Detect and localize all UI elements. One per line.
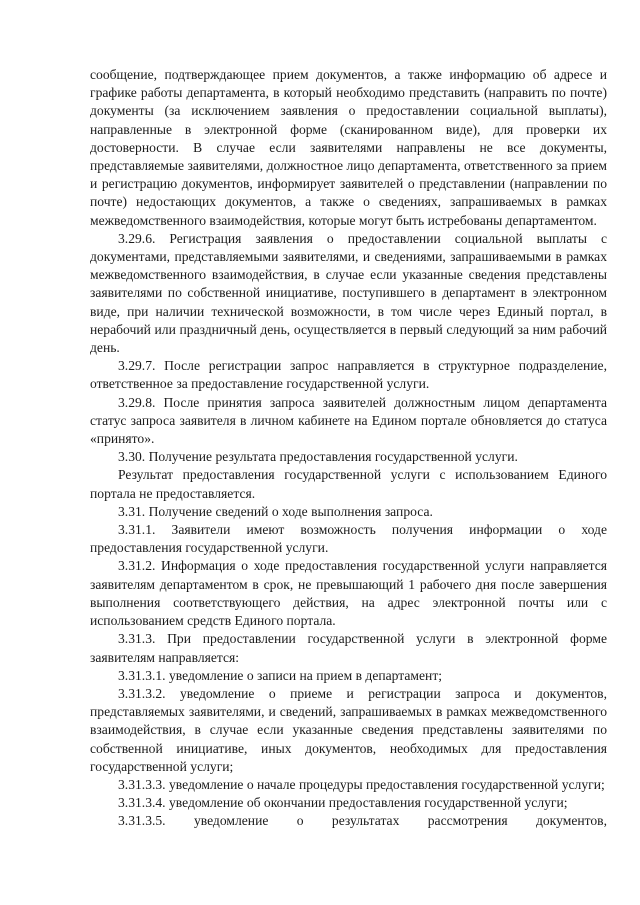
paragraph-continuation: сообщение, подтверждающее прием документов, а также информацию об адресе и графике работы департамента, в который необходимо представить (направить по почте) документы (за исключением заявления о предоставлении социальной выплаты), направленные в электронной форме (сканированном виде), для проверки их достоверности. В случае если заявителями направлены не все документы, представляемые заявителями, должностное лицо департамента, ответственного за прием и регистрацию документов, информирует заявителей о представлении (направлении по почте) недостающих документов, а также о сведениях, запрашиваемых в рамках межведомственного взаимодействия, которые могут быть истребованы департаментом.	[90, 67, 607, 228]
paragraph-3-29-8: 3.29.8. После принятия запроса заявителей должностным лицом департамента статус запроса заявителя в личном кабинете на Едином портале обновляется до статуса «принято».	[90, 394, 607, 447]
paragraph-3-29-6: 3.29.6. Регистрация заявления о предоставлении социальной выплаты с документами, представляемыми заявителями, и сведениями, запрашиваемыми в рамках межведомственного взаимодействия, в случае если указанные сведения представлены заявителями по собственной инициативе, поступившего в департамент в электронном виде, при наличии технической возможности, в том числе через Единый портал, в нерабочий или праздничный день, осуществляется в первый следующий за ним рабочий день.	[90, 230, 607, 356]
paragraph-3-31: 3.31. Получение сведений о ходе выполнения запроса.	[118, 503, 433, 519]
paragraph-3-31-3-1: 3.31.3.1. уведомление о записи на прием в департамент;	[118, 667, 443, 683]
paragraph-3-31-3-4: 3.31.3.4. уведомление об окончании предоставления государственной услуги;	[118, 795, 568, 811]
paragraph-3-29-7: 3.29.7. После регистрации запрос направляется в структурное подразделение, ответственное за предоставление государственной услуги.	[90, 358, 607, 392]
paragraph-3-31-2: 3.31.2. Информация о ходе предоставления государственной услуги направляется заявителям департаментом в срок, не превышающий 1 рабочего дня после завершения выполнения соответствующего действия, на адрес электронной почты или с использованием средств Единого портала.	[90, 558, 607, 629]
paragraph-3-31-3: 3.31.3. При предоставлении государственной услуги в электронной форме заявителям направляется:	[90, 631, 607, 665]
paragraph-3-31-3-3: 3.31.3.3. уведомление о начале процедуры предоставления государственной услуги;	[118, 776, 605, 792]
paragraph-3-30: 3.30. Получение результата предоставления государственной услуги.	[118, 449, 518, 465]
document-body	[90, 66, 607, 831]
paragraph-3-31-3-5: 3.31.3.5. уведомление о результатах рассмотрения документов,	[118, 813, 607, 829]
paragraph-3-31-1: 3.31.1. Заявители имеют возможность получения информации о ходе предоставления государственной услуги.	[90, 522, 607, 556]
paragraph-3-31-3-2: 3.31.3.2. уведомление о приеме и регистрации запроса и документов, представляемых заявителями, и сведений, запрашиваемых в рамках межведомственного взаимодействия, в случае если указанные сведения представлены заявителями по собственной инициативе, иных документов, необходимых для предоставления государственной услуги;	[90, 685, 607, 774]
paragraph-result: Результат предоставления государственной услуги с использованием Единого портала не предоставляется.	[90, 467, 607, 501]
